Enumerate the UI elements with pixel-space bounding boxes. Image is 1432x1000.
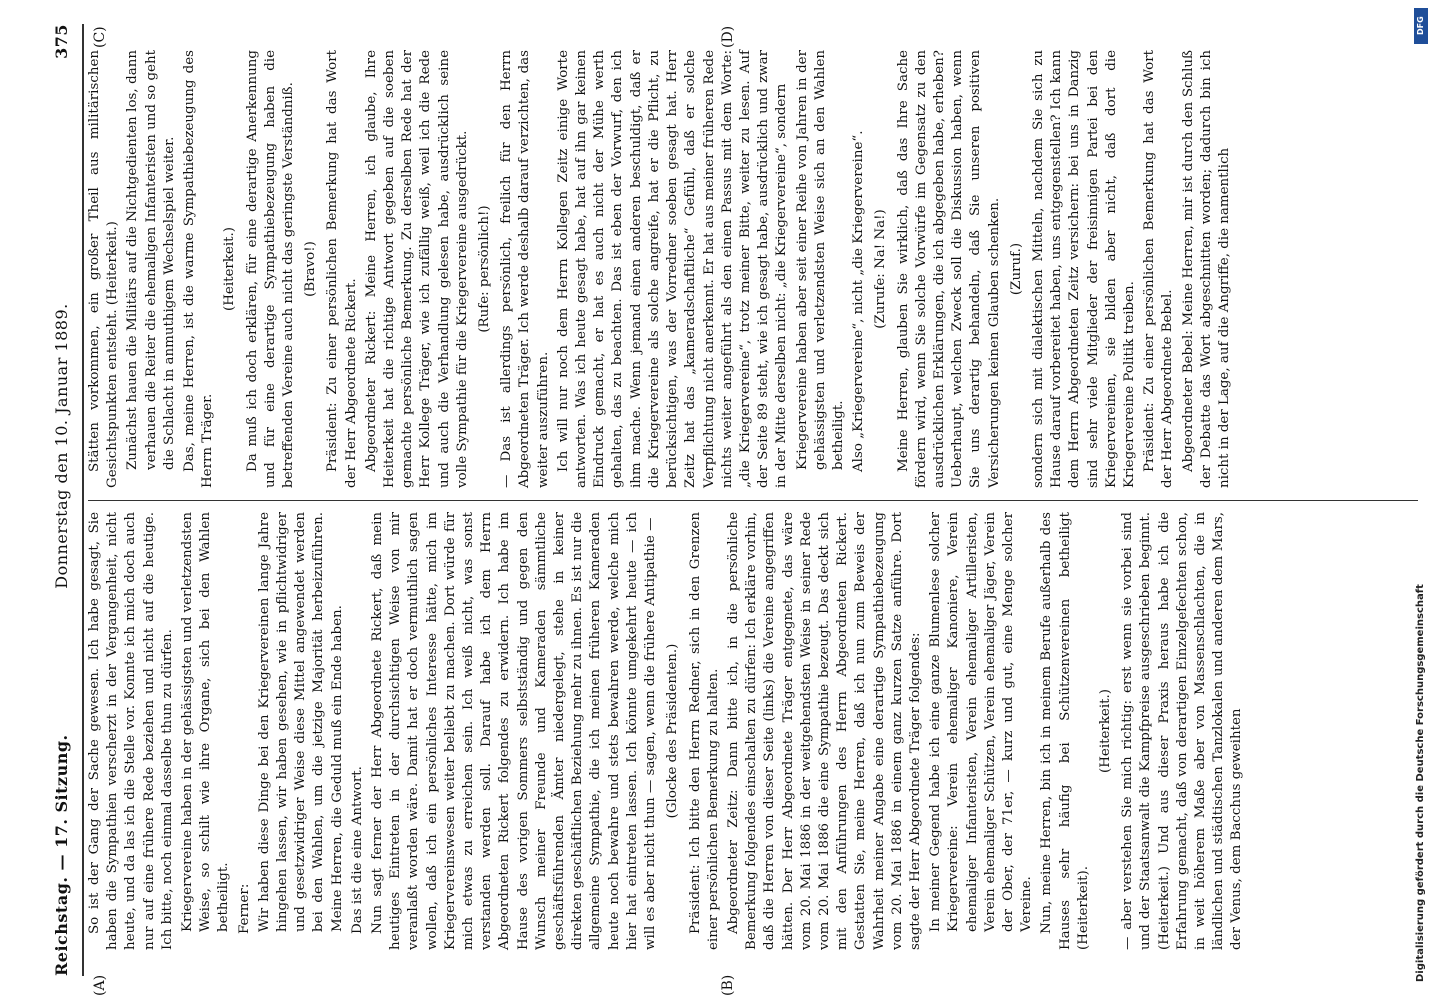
paragraph: Präsident: Zu einer persönlichen Bemerkung hat das Wort der Herr Abgeordnete Rickert. [325,50,359,488]
paragraph: (Bravo!) [303,241,319,297]
page-number: 375 [52,24,71,59]
header-date: Donnerstag den 10. Januar 1889. [52,303,71,589]
header-left: Reichstag. — 17. Sitzung. [52,734,71,976]
dfg-logo: DFG [1414,8,1428,44]
margin-letter-c: (C) [92,26,108,48]
paragraph: Abgeordneter Bebel: Meine Herren, mir ist durch den Schluß der Debatte das Wort abgeschnitten worden; dadurch bin ich nicht in der Lage, auf die Angriffe, die namentlich [1180,50,1232,488]
paragraph: Präsident: Zu einer persönlichen Bemerkung hat das Wort der Herr Abgeordnete Bebel. [1142,50,1176,488]
margin-letter-d: (D) [720,25,736,48]
paragraph: (Heiterkeit.) [222,227,238,311]
paragraph: (Glocke des Präsidenten.) [665,643,681,819]
paragraph: Da muß ich doch erklären, für eine derartige Anerkennung und für eine derartige Sympathiebezeugung haben die betreffenden Vereine auch nicht das geringste Verständniß. [244,50,297,488]
margin-letter-a: (A) [92,974,108,996]
margin-letter-b: (B) [720,974,736,996]
paragraph: Zunächst hauen die Militärs auf die Nichtgedienten los, dann verhauen die Reiter die ehemaligen Infanteristen und so geht die Schlacht in anmuthigem Wechselspiel weiter. [125,50,177,470]
paragraph: Meine Herren, glauben Sie wirklich, daß das Ihre Sache fördern wird, wenn Sie solche Vorwürfe im Gegensatz zu den ausdrücklichen Erklärungen, die ich abgegeben habe, erheben? Ueberhaupt, welchen Zweck soll die Diskussion haben, wenn Sie uns derartig behandeln, daß Sie unseren positiven Versicherungen keinen Glauben schenken. [895,50,1002,488]
paragraph: (Zurufe: Na! Na!) [873,209,889,329]
digitization-credit [1412,0,1430,1000]
paragraph: (Zuruf.) [1008,242,1024,296]
column-divider [88,500,1418,501]
paragraph: (Rufe: persönlich!) [477,205,493,333]
paragraph: Wir haben diese Dinge bei den Kriegervereinen lange Jahre hingehen lassen, wir haben gesehen, wie in pflichtwidriger und gesetzwidriger Weise diese Mittel angewendet werden bei den Wahlen, um die jetzige Majorität herbeizuführen. Meine Herren, die Geduld muß ein Ende haben. [256,512,345,932]
header-rule [82,24,84,976]
paragraph: Präsident: Ich bitte den Herrn Redner, sich in den Grenzen einer persönlichen Bemerkung zu halten. [687,512,721,950]
paragraph: Ferner: [236,883,252,934]
paragraph: Nun sagt ferner der Herr Abgeordnete Rickert, daß mein heutiges Eintreten in der durchsichtigen Weise von mir veranlaßt worden wäre. Damit hat er doch vermuthlich sagen wollen, daß ich ein persönliches Interesse hätte, mich im Kriegervereinswesen weiter beliebt zu machen. Dort würde für mich etwas zu erreichen sein. Ich weiß nicht, was sonst verstanden werden soll. Darauf habe ich dem Herrn Abgeordneten Rickert folgendes zu erwidern. Ich habe im Hause des vorigen Sommers selbstständig und gegen den Wunsch meiner Freunde und Kameraden sämmtliche geschäftsführenden Ämter niedergelegt, stehe in keiner direkten geschäftlichen Beziehung mehr zu ihnen. Es ist nur die allgemeine Sympathie, die ich meinen früheren Kameraden heute noch bewahre und stets bewahren werde, welche mich hier hat eintreten lassen. Ich könnte umgekehrt heute — ich will es aber nicht thun — sagen, wenn die frühere Antipathie — [370,512,659,950]
paragraph: Das ist die eine Antwort. [349,766,365,934]
paragraph: Ich will nur noch dem Herrn Kollegen Zeitz einige Worte antworten. Was ich heute gesagt habe, hat auf ihn gar keinen Eindruck gemacht, er hat es auch nicht der Mühe werth gehalten, das zu beachten. Das ist eben der Vorwurf, den ich ihm mache. Wenn jemand einen anderen beschuldigt, daß er die Kriegervereine als solche angreife, hat er die Pflicht, zu berücksichtigen, was der Vorredner soeben gesagt hat. Herr Zeitz hat das „kameradschaftliche“ Gefühl, daß er solche Verpflichtung nicht anerkennt. Er hat aus meiner früheren Rede nichts weiter angeführt als den einen Passus mit dem Worte: „die Kriegervereine“, trotz meiner Bitte, weiter zu lesen. Auf der Seite 89 steht, wie ich gesagt habe, ausdrücklich und zwar in der Mitte derselben nicht: „die Kriegervereine“, sondern [555,50,790,488]
paragraph: Kriegervereine haben aber seit einer Reihe von Jahren in der gehässigsten und verletzendsten Weise sich an den Wahlen betheiligt. [794,50,846,470]
credit-text: Digitalisierung gefördert durch die Deutsche Forschungsgemeinschaft [1415,584,1426,982]
left-column [86,512,1249,950]
paragraph: sondern sich mit dialektischen Mitteln, nachdem Sie sich zu Hause darauf vorbereitet haben, uns entgegenstellen? Ich kann dem Herrn Abgeordneten Zeitz versichern: bei uns in Danzig sind sehr viele Mitglieder der freisinnigen Partei bei den Kriegervereinen, sie bilden aber nicht, daß dort die Kriegervereine Politik treiben. [1030,50,1137,488]
paragraph: — Das ist allerdings persönlich, freilich für den Herrn Abgeordneten Träger. Ich werde deshalb darauf verzichten, das weiter auszuführen. [499,50,551,488]
paragraph: Abgeordneter Rickert: Meine Herren, ich glaube, Ihre Heiterkeit hat die richtige Antwort gegeben auf die soeben gemachte persönliche Bemerkung. Zu derselben Rede hat der Herr Kollege Träger, wie ich zufällig weiß, weil ich die Rede und auch die Verhandlung gelesen habe, ausdrücklich seine volle Sympathie für die Kriegervereine ausgedrückt. [363,50,470,488]
paragraph: Stätten vorkommen, ein großer Theil aus militärischen Gesichtspunkten entsteht. (Heiterkeit.) [87,50,121,488]
paragraph: In meiner Gegend habe ich eine ganze Blumenlese solcher Kriegervereine: Verein ehemaliger Kanoniere, Verein ehemaliger Infanteristen, Verein ehemaliger Artilleristen, Verein ehemaliger Schützen, Verein ehemaliger Jäger, Verein der Ober, der 71er, — kurz und gut, eine Menge solcher Vereine. [928,512,1035,932]
paragraph: Also „Kriegervereine“, nicht „die Kriegervereine“. [851,130,867,472]
paragraph: Abgeordneter Zeitz: Dann bitte ich, in die persönliche Bemerkung folgendes einschalten zu dürfen: Ich erkläre vorhin, daß die Herren von dieser Seite (links) die Vereine angegriffen hätten. Der Herr Abgeordnete Träger entgegnete, das wäre vom 20. Mai 1886 in der weitgehendsten Weise in seiner Rede vom 20. Mai 1886 die eine Sympathie bezeugt. Das deckt sich mit den Anführungen des Herrn Abgeordneten Rickert. Gestatten Sie, meine Herren, daß ich nun zum Beweis der Wahrheit meiner Angabe eine derartige Sympathiebezeugung vom 20. Mai 1886 in einem ganz kurzen Satze anführe. Dort sagte der Herr Abgeordnete Träger folgendes: [725,512,923,950]
paragraph: Nun, meine Herren, bin ich in meinem Berufe außerhalb des Hauses sehr häufig bei Schützenvereinen betheiligt (Heiterkeit). [1039,512,1091,950]
paragraph: So ist der Gang der Sache gewesen. Ich habe gesagt, Sie haben die Sympathien verscherzt in der Vergangenheit, nicht heute, und da las ich die Stelle vor. Konnte ich mich doch auch nur auf eine frühere Rede beziehen und nicht auf die heutige. Ich bitte, noch einmal dasselbe thun zu dürfen. [87,512,175,950]
paragraph: Das, meine Herren, ist die warme Sympathiebezeugung des Herrn Träger. [182,50,216,488]
page-header [52,24,80,976]
paragraph: Kriegervereine haben in der gehässigsten und verletzendsten Weise, so schilt wie ihre Organe, sich bei den Wahlen betheiligt. [180,511,232,932]
paragraph: — aber verstehen Sie mich richtig: erst wenn sie vorbei sind und der Staatsanwalt die Kampfpreise ausgeschrieben beginnt. (Heiterkeit.) Und aus dieser Praxis heraus habe ich die Erfahrung gemacht, daß von derartigen Einzelgefechten schon, in weit höherem Maße aber von Massenschlachten, die in ländlichen und städtischen Tanzlokalen und anderen dem Mars, der Venus, dem Bacchus geweihten [1120,512,1245,950]
paragraph: (Heiterkeit.) [1097,689,1113,773]
right-column [86,50,1236,488]
